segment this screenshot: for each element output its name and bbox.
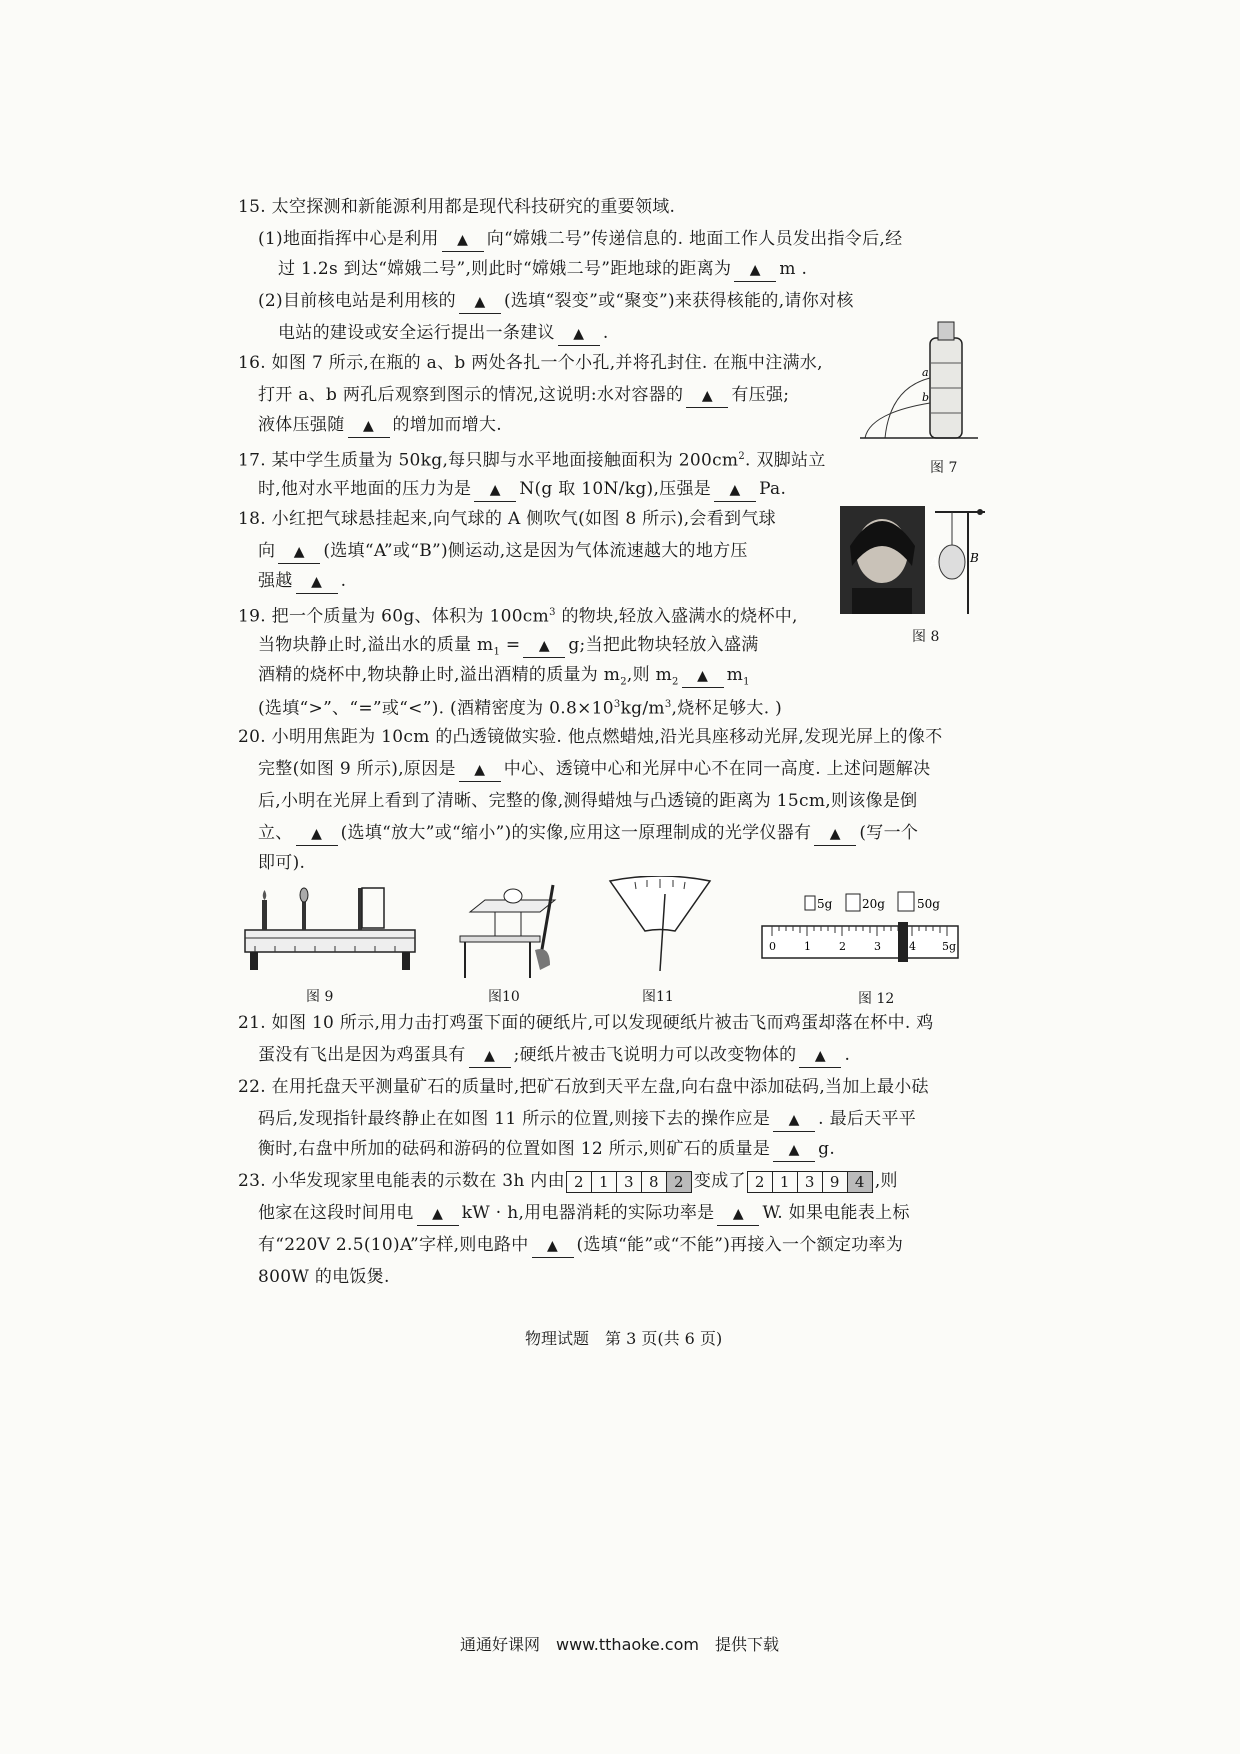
text: 打开 a、b 两孔后观察到图示的情况,这说明:水对容器的 <box>258 385 684 405</box>
answer-blank[interactable] <box>348 414 390 438</box>
q22-line3 <box>258 1138 835 1162</box>
text: kg/m <box>620 698 665 719</box>
answer-blank[interactable] <box>734 258 776 282</box>
answer-blank[interactable] <box>682 664 724 688</box>
meter-reading-before <box>567 1171 692 1193</box>
text: 有压强; <box>731 385 790 405</box>
fig8-label-B: B <box>970 551 979 565</box>
subscript: 1 <box>743 676 750 688</box>
text: m <box>726 665 744 685</box>
text: 码后,发现指针最终静止在如图 11 所示的位置,则接下去的操作应是 <box>258 1109 771 1129</box>
q20-line3: 后,小明在光屏上看到了清晰、完整的像,测得蜡烛与凸透镜的距离为 15cm,则该像是倒 <box>258 791 918 811</box>
answer-blank[interactable] <box>469 1044 511 1068</box>
answer-blank[interactable] <box>459 758 501 782</box>
fig8-label-A: A <box>930 555 939 569</box>
answer-blank[interactable] <box>523 634 565 658</box>
q18-line3 <box>258 570 346 594</box>
text: (选填“能”或“不能”)再接入一个额定功率为 <box>576 1235 904 1255</box>
q15-line5 <box>278 322 609 346</box>
q15-line3 <box>278 258 807 282</box>
fig8-caption: 图 8 <box>912 629 940 645</box>
meter-digit: 2 <box>566 1171 592 1193</box>
text: (2)目前核电站是利用核的 <box>258 291 456 311</box>
ruler-tick-label: 3 <box>874 940 881 953</box>
text: (写一个 <box>859 823 919 843</box>
answer-blank[interactable] <box>296 822 338 846</box>
q23-line3 <box>258 1234 903 1258</box>
text: 强越 <box>258 571 293 591</box>
q16-line2 <box>258 384 789 408</box>
q17-line2 <box>258 478 786 502</box>
answer-blank[interactable] <box>773 1138 815 1162</box>
meter-digit: 8 <box>641 1171 667 1193</box>
text: ,则 m <box>626 665 673 685</box>
text: ;硬纸片被击飞说明力可以改变物体的 <box>513 1045 797 1065</box>
answer-blank[interactable] <box>417 1202 459 1226</box>
weight-20g-label: 20g <box>862 897 885 911</box>
text: kW · h,用电器消耗的实际功率是 <box>461 1203 715 1223</box>
q22-line1: 22. 在用托盘天平测量矿石的质量时,把矿石放到天平左盘,向右盘中添加砝码,当加上最小砝 <box>238 1077 929 1097</box>
meter-digit-decimal: 4 <box>847 1171 873 1193</box>
q18-line2 <box>258 540 748 564</box>
text: g;当把此物块轻放入盛满 <box>568 635 759 655</box>
fig12-weights-ruler <box>760 888 980 970</box>
text: 过 1.2s 到达“嫦娥二号”,则此时“嫦娥二号”距地球的距离为 <box>278 259 732 279</box>
text: (选填“>”、“=”或“<”). (酒精密度为 0.8×10 <box>258 698 614 719</box>
q19-line1 <box>238 602 798 628</box>
q20-line1: 20. 小明用焦距为 10cm 的凸透镜做实验. 他点燃蜡烛,沿光具座移动光屏,发现光屏上的像不 <box>238 727 943 747</box>
text: 变成了 <box>693 1171 746 1191</box>
ruler-tick-label: 4 <box>909 940 916 953</box>
superscript: 2 <box>738 451 746 462</box>
text: 电站的建设或安全运行提出一条建议 <box>278 323 555 343</box>
text: 向“嫦娥二号”传递信息的. 地面工作人员发出指令后,经 <box>486 229 903 249</box>
meter-reading-after <box>748 1171 873 1193</box>
text: 立、 <box>258 823 293 843</box>
superscript: 3 <box>664 699 672 710</box>
meter-digit: 1 <box>591 1171 617 1193</box>
text: 完整(如图 9 所示),原因是 <box>258 759 456 779</box>
fig11-caption: 图11 <box>642 989 674 1005</box>
text: N(g 取 10N/kg),压强是 <box>519 479 712 499</box>
text: ,则 <box>874 1171 898 1191</box>
answer-blank[interactable] <box>714 478 756 502</box>
superscript: 3 <box>613 699 621 710</box>
text: g. <box>818 1139 836 1159</box>
meter-digit: 1 <box>772 1171 798 1193</box>
answer-blank[interactable] <box>814 822 856 846</box>
q16-line3 <box>258 414 502 438</box>
q19-line4 <box>258 694 782 720</box>
subscript: 2 <box>620 676 627 688</box>
q22-line2 <box>258 1108 916 1132</box>
text: 向 <box>258 541 276 561</box>
q20-line4 <box>258 822 918 846</box>
fig12-caption: 图 12 <box>858 991 895 1007</box>
answer-blank[interactable] <box>474 478 516 502</box>
text: 蛋没有飞出是因为鸡蛋具有 <box>258 1045 466 1065</box>
text: 酒精的烧杯中,物块静止时,溢出酒精的质量为 m <box>258 665 621 685</box>
text: 23. 小华发现家里电能表的示数在 3h 内由 <box>238 1171 565 1191</box>
answer-blank[interactable] <box>773 1108 815 1132</box>
answer-blank[interactable] <box>686 384 728 408</box>
text: 中心、透镜中心和光屏中心不在同一高度. 上述问题解决 <box>503 759 931 779</box>
text: = <box>500 635 521 655</box>
q20-line5: 即可). <box>258 853 306 873</box>
text: . <box>844 1045 851 1065</box>
text: ,烧杯足够大. ) <box>671 698 783 719</box>
fig7-caption: 图 7 <box>930 460 958 476</box>
text: (选填“放大”或“缩小”)的实像,应用这一原理制成的光学仪器有 <box>340 823 812 843</box>
download-source-footer: 通通好课网 www.tthaoke.com 提供下载 <box>460 1635 779 1654</box>
q17-line1 <box>238 446 826 472</box>
text: 衡时,右盘中所加的砝码和游码的位置如图 12 所示,则矿石的质量是 <box>258 1139 771 1159</box>
q20-line2 <box>258 758 930 782</box>
fig10-caption: 图10 <box>488 989 520 1005</box>
text: . <box>340 571 347 591</box>
fig7-label-b: b <box>922 391 930 404</box>
text: . <box>602 323 609 343</box>
answer-blank[interactable] <box>799 1044 841 1068</box>
superscript: 3 <box>549 607 556 618</box>
fig9-caption: 图 9 <box>306 989 334 1005</box>
text: 的物块,轻放入盛满水的烧杯中, <box>555 606 798 627</box>
text: W. 如果电能表上标 <box>762 1203 910 1223</box>
meter-digit: 3 <box>616 1171 642 1193</box>
ruler-tick-label: 0 <box>769 940 776 953</box>
fig10-egg-cup <box>455 880 575 980</box>
q21-line2 <box>258 1044 850 1068</box>
text: . 双脚站立 <box>745 450 826 471</box>
q23-line2 <box>258 1202 910 1226</box>
weight-5g-label: 5g <box>817 897 833 911</box>
q19-line3 <box>258 664 750 693</box>
subscript: 1 <box>493 646 501 658</box>
text: 液体压强随 <box>258 415 345 435</box>
q21-line1: 21. 如图 10 所示,用力击打鸡蛋下面的硬纸片,可以发现硬纸片被击飞而鸡蛋却落在杯中. 鸡 <box>238 1013 934 1033</box>
text: (选填“A”或“B”)侧运动,这是因为气体流速越大的地方压 <box>323 541 748 561</box>
meter-digit-decimal: 2 <box>666 1171 692 1193</box>
page-number-footer: 物理试题 第 3 页(共 6 页) <box>525 1329 723 1348</box>
answer-blank[interactable] <box>532 1234 574 1258</box>
text: (1)地面指挥中心是利用 <box>258 229 439 249</box>
text: Pa. <box>759 479 787 499</box>
q15-line1: 15. 太空探测和新能源利用都是现代科技研究的重要领域. <box>238 197 676 217</box>
text: 他家在这段时间用电 <box>258 1203 414 1223</box>
q15-line4 <box>258 290 854 314</box>
subscript: 2 <box>672 676 679 688</box>
answer-blank[interactable] <box>296 570 338 594</box>
fig7-label-a: a <box>922 366 929 379</box>
text: 当物块静止时,溢出水的质量 m <box>258 635 494 655</box>
weight-50g-label: 50g <box>917 897 940 911</box>
ruler-tick-label: 1 <box>804 940 811 953</box>
fig11-balance-pointer <box>605 876 715 976</box>
ruler-tick-label: 2 <box>839 940 846 953</box>
text: . 最后天平平 <box>818 1109 917 1129</box>
meter-digit: 9 <box>822 1171 848 1193</box>
q16-line1: 16. 如图 7 所示,在瓶的 a、b 两处各扎一个小孔,并将孔封住. 在瓶中注满水, <box>238 353 823 373</box>
ruler-tick-label: 5g <box>942 940 957 953</box>
meter-digit: 2 <box>747 1171 773 1193</box>
text: 17. 某中学生质量为 50kg,每只脚与水平地面接触面积为 200cm <box>238 450 739 471</box>
text: 时,他对水平地面的压力为是 <box>258 479 472 499</box>
q23-line4: 800W 的电饭煲. <box>258 1267 390 1287</box>
answer-blank[interactable] <box>717 1202 759 1226</box>
meter-digit: 3 <box>797 1171 823 1193</box>
answer-blank[interactable] <box>558 322 600 346</box>
answer-blank[interactable] <box>442 228 484 252</box>
answer-blank[interactable] <box>278 540 320 564</box>
text: 19. 把一个质量为 60g、体积为 100cm <box>238 606 550 627</box>
fig8-balloon-photo <box>840 506 990 616</box>
fig9-optical-bench <box>240 880 420 980</box>
text: (选填“裂变”或“聚变”)来获得核能的,请你对核 <box>503 291 854 311</box>
fig7-bottle-diagram <box>860 318 980 448</box>
text: 的增加而增大. <box>392 415 503 435</box>
q15-line2 <box>258 228 902 252</box>
text: m . <box>779 259 808 279</box>
text: 有“220V 2.5(10)A”字样,则电路中 <box>258 1235 529 1255</box>
q23-line1 <box>238 1170 898 1193</box>
q18-line1: 18. 小红把气球悬挂起来,向气球的 A 侧吹气(如图 8 所示),会看到气球 <box>238 509 776 529</box>
answer-blank[interactable] <box>459 290 501 314</box>
q19-line2 <box>258 634 759 663</box>
